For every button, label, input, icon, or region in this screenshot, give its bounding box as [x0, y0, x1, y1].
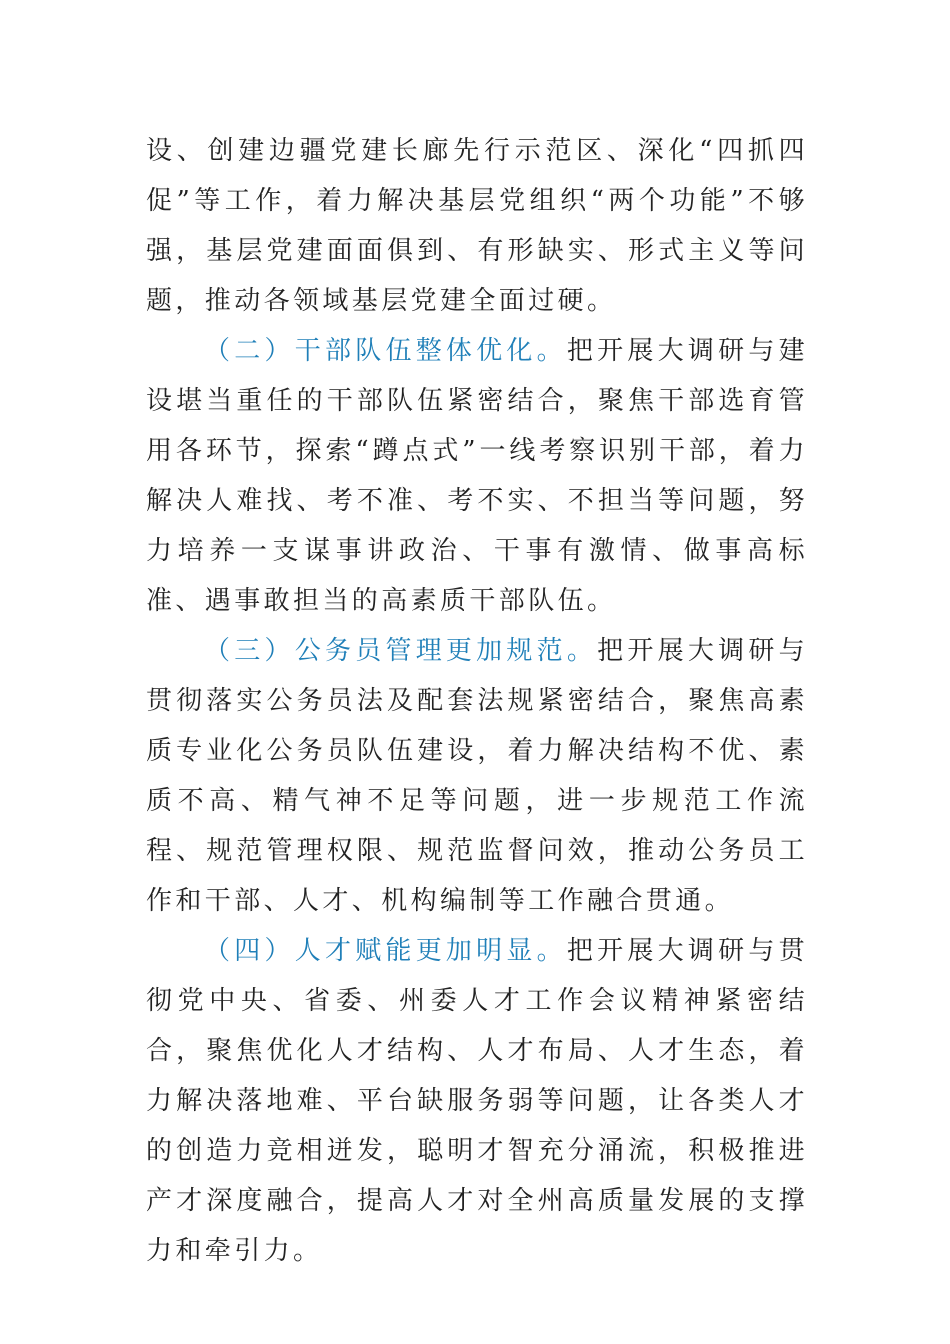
section-heading: （四）人才赋能更加明显。 — [204, 936, 567, 966]
paragraph-text: 把开展大调研与贯彻落实公务员法及配套法规紧密结合，聚焦高素质专业化公务员队伍建设，着力解决结构不优、素质不高、精气神不足等问题，进一步规范工作流程、规范管理权限、规范监督问效，推动公务员工作和干部、人才、机构编制等工作融合贯通。 — [146, 636, 808, 916]
section-heading: （二）干部队伍整体优化。 — [204, 336, 567, 366]
section-heading: （三）公务员管理更加规范。 — [204, 636, 598, 666]
paragraph-talent — [146, 926, 808, 1276]
paragraph-civil-servant — [146, 626, 808, 926]
paragraph-text: 设、创建边疆党建长廊先行示范区、深化“四抓四促”等工作，着力解决基层党组织“两个功能”不够强，基层党建面面俱到、有形缺实、形式主义等问题，推动各领域基层党建全面过硬。 — [146, 136, 808, 316]
paragraph-text: 把开展大调研与建设堪当重任的干部队伍紧密结合，聚焦干部选育管用各环节，探索“蹲点式”一线考察识别干部，着力解决人难找、考不准、考不实、不担当等问题，努力培养一支谋事讲政治、干事有激情、做事高标准、遇事敢担当的高素质干部队伍。 — [146, 336, 808, 616]
paragraph-continued — [146, 126, 808, 326]
paragraph-text: 把开展大调研与贯彻党中央、省委、州委人才工作会议精神紧密结合，聚焦优化人才结构、人才布局、人才生态，着力解决落地难、平台缺服务弱等问题，让各类人才的创造力竞相迸发，聪明才智充分涌流，积极推进产才深度融合，提高人才对全州高质量发展的支撑力和牵引力。 — [146, 936, 808, 1266]
paragraph-cadre-team — [146, 326, 808, 626]
document-body — [146, 126, 808, 1276]
